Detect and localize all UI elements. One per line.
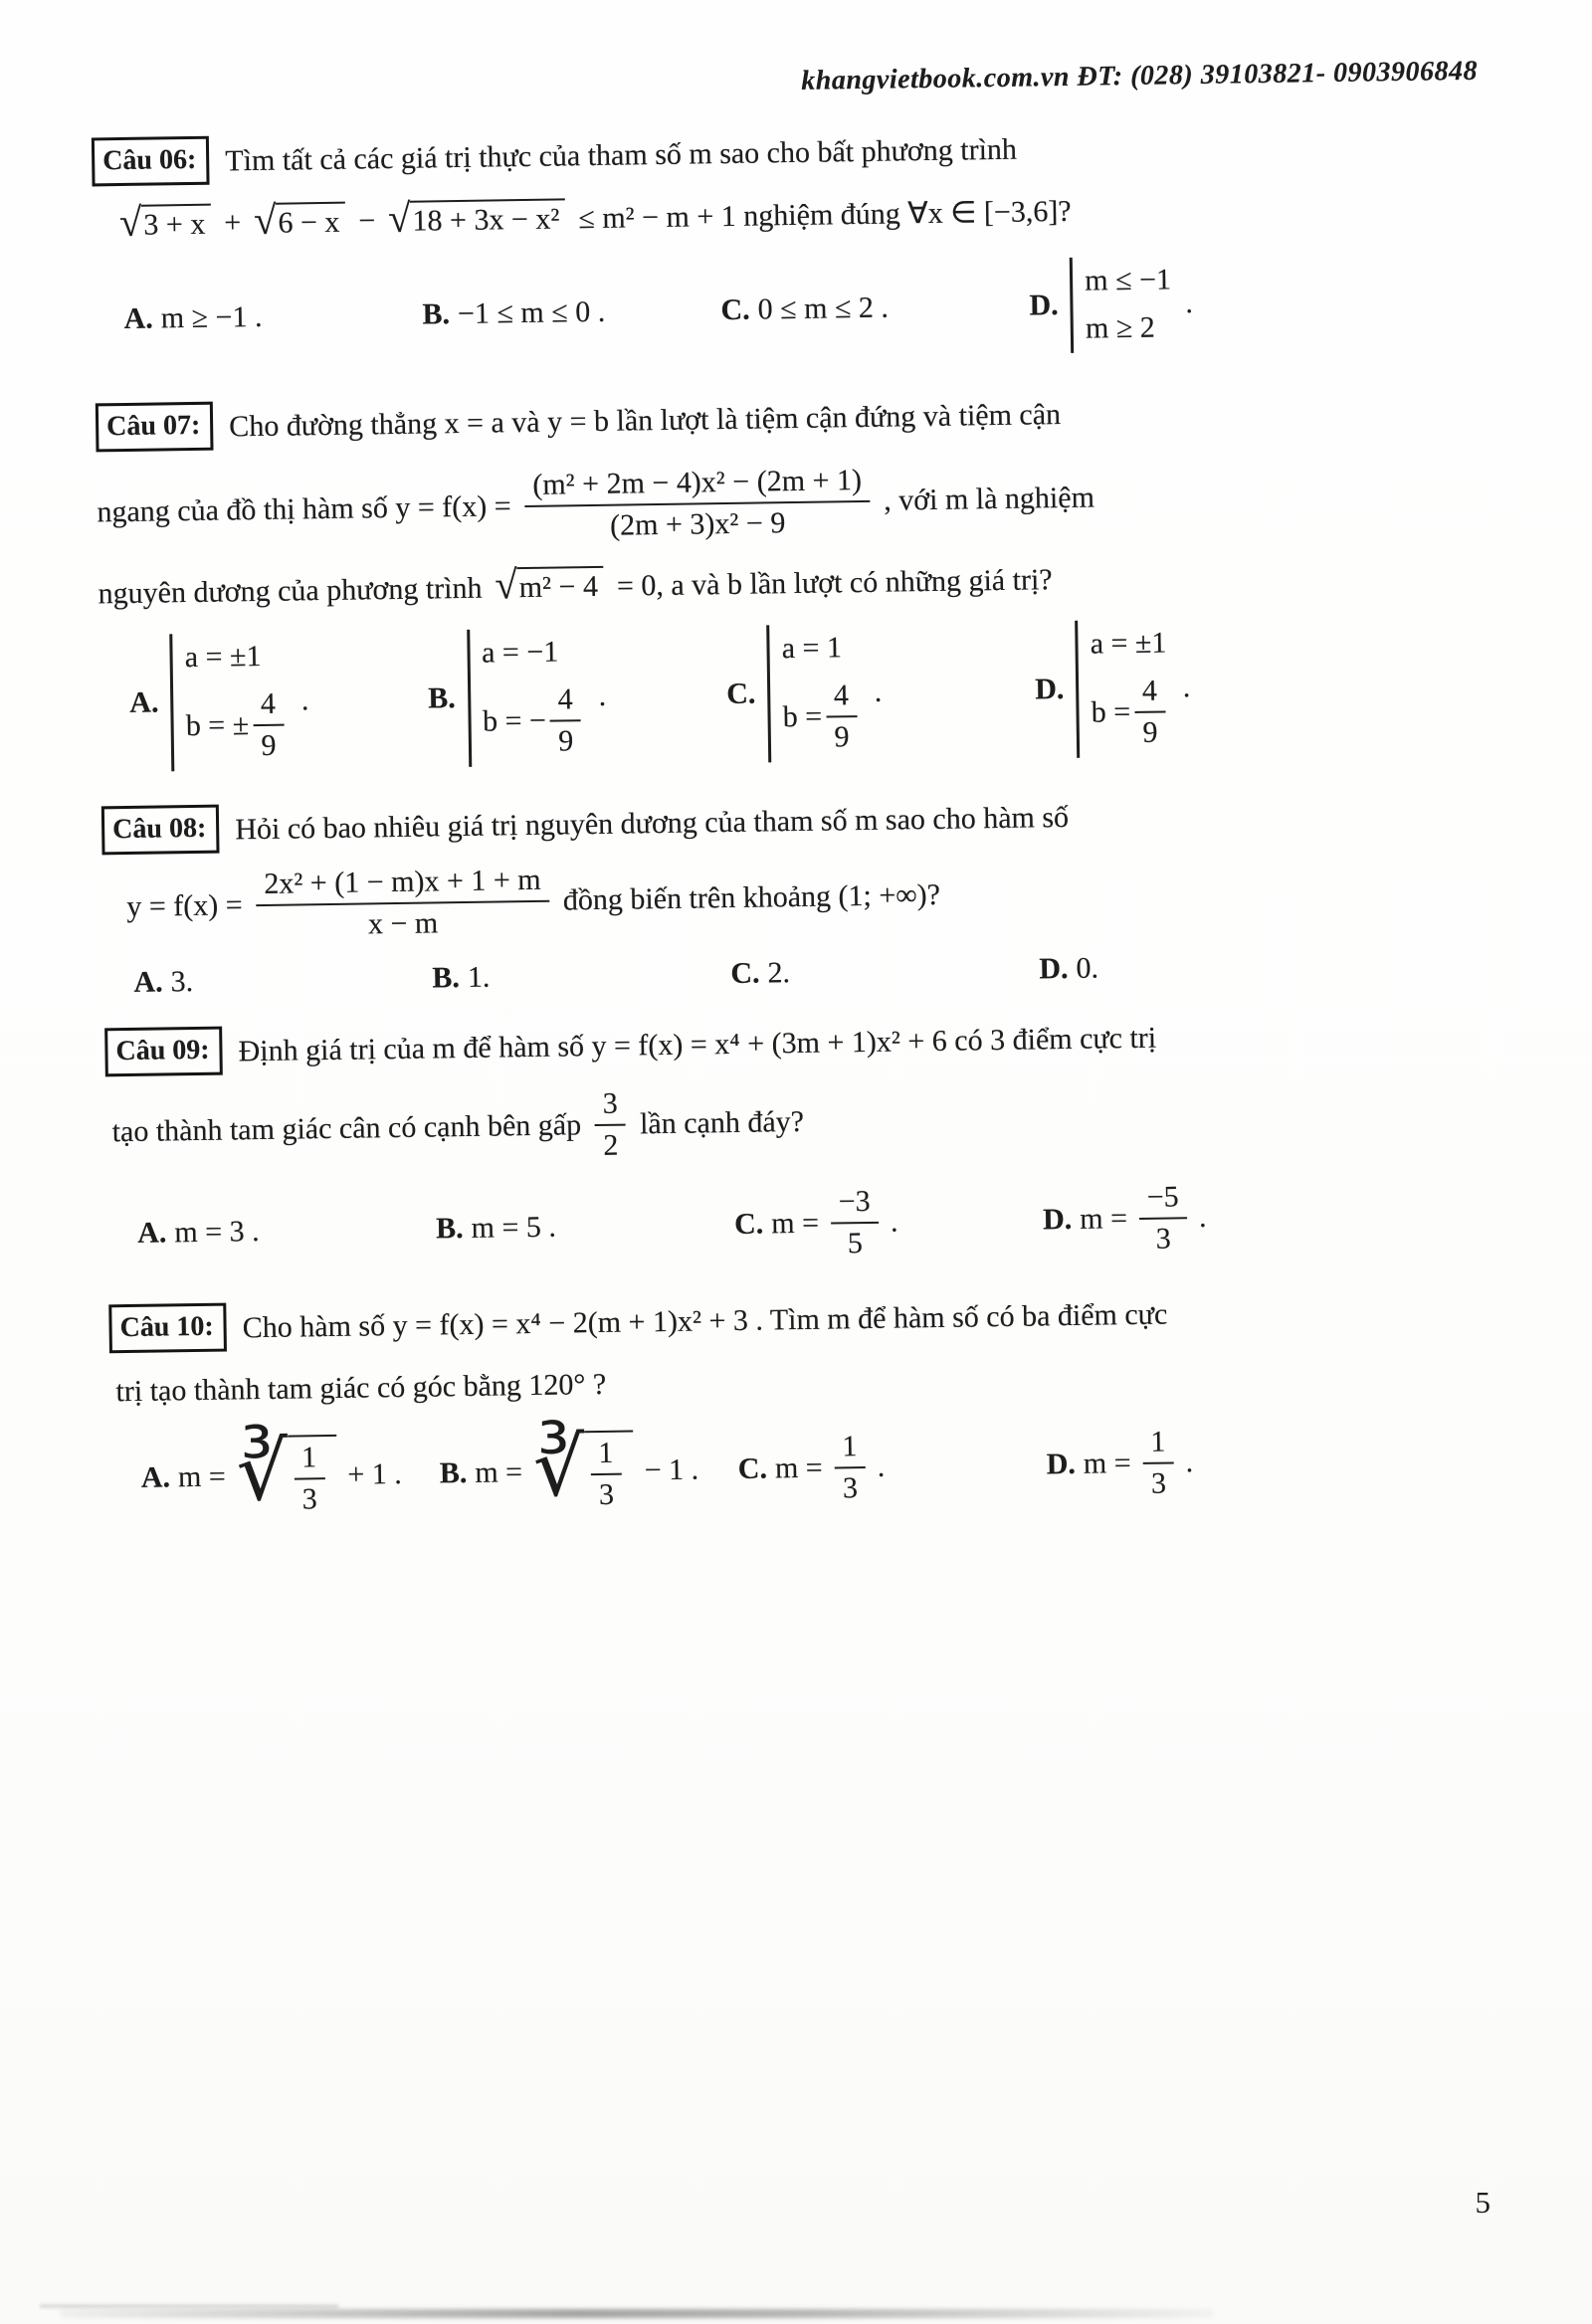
question-09 [104,1008,1500,1272]
fraction: $\frac{-3}{5}$ [830,1183,879,1261]
question-06-label: Câu 06: [92,136,210,187]
question-06 [92,117,1488,368]
question-08-label: Câu 08: [101,804,220,855]
answer-option-a: A. m = ∛ $\frac{1}{3}$ + 1 . [140,1427,403,1518]
answer-option-a: A. a = ±1 b = ± $\frac{4}{9}$ . [128,630,429,771]
question-10 [108,1283,1504,1520]
page-header-contact: khangvietbook.com.vn ĐT: (028) 39103821- 0903906848 [801,55,1479,97]
question-09-line2: tạo thành tam giác cân có cạnh bên gấp $\frac{3}{2}$ lần cạnh đáy? [111,1072,1499,1171]
cube-root-expression [532,1422,634,1513]
question-06-head [92,117,1486,187]
question-10-label: Câu 10: [108,1302,227,1353]
radical-sign: √ [253,197,277,243]
fraction: $\frac{-5}{3}$ [1138,1179,1187,1258]
fraction: $\frac{1}{3}$ [1142,1425,1174,1502]
question-09-text: Định giá trị của m để hàm số y = f(x) = x⁴ + (3m + 1)x² + 6 có 3 điểm cực trị [238,1021,1157,1068]
answer-option-b: B. −1 ≤ m ≤ 0 . [422,294,606,331]
system-brace: a = −1 b = − $\frac{4}{9}$ [467,628,586,767]
answer-option-d: D. 0. [1039,951,1099,986]
question-08-formula: y = f(x) = $\frac{\text{2x² + (1 − m)x + 1 + m}}{x - m}$ đồng biến trên khoảng (1; +∞)? [126,849,1496,946]
system-brace: a = 1 b = $\frac{4}{9}$ [766,624,861,762]
system-brace: a = ±1 b = ± $\frac{4}{9}$ [169,632,288,771]
answer-option-d: D. m = $\frac{-5}{3}$ . [1043,1174,1501,1259]
answer-option-b: B. m = 5 . [435,1210,557,1246]
answer-option-d: D. m = $\frac{1}{3}$ . [1046,1420,1504,1504]
question-08-head [101,785,1495,855]
question-09-head [104,1008,1498,1077]
system-bracket: m ≤ −1 m ≥ 2 [1070,256,1172,352]
answer-option-a: A. m = 3 . [136,1214,260,1250]
question-06-text: Tìm tất cả các giá trị thực của tham số m sao cho bất phương trình [225,132,1018,178]
sqrt-expression: √ m² − 4 [495,566,604,609]
answer-option-d: D. m ≤ −1 m ≥ 2 . [1029,251,1488,353]
fraction: $\frac{\text{(m² + 2m − 4)x² − (2m + 1)}}{\text{(2m + 3)x² − 9}}$ [524,463,871,545]
cube-root-expression [236,1427,337,1518]
answer-option-c: C. m = $\frac{1}{3}$ . [737,1426,1047,1508]
question-07-formula: ngang của đồ thị hàm số y = f(x) = $\frac{\text{(m² + 2m − 4)x² − (2m + 1)}}{\text{(2m + 3)x² − 9}}$ , với m là nghiệm [97,454,1491,552]
question-08 [101,785,1497,1000]
question-07-label: Câu 07: [96,401,214,452]
sqrt-expression: √ 6 − x [254,201,346,244]
fraction: $\frac{4}{9}$ [826,678,858,755]
radical-sign: √ [118,199,142,245]
question-10-answers [140,1417,1504,1519]
page-number: 5 [1475,2185,1491,2220]
question-08-text: Hỏi có bao nhiêu giá trị nguyên dương của tham số m sao cho hàm số [235,800,1070,846]
question-07-answers [128,614,1493,771]
system-brace: a = ±1 b = $\frac{4}{9}$ [1075,619,1169,757]
answer-option-c: C. a = 1 b = $\frac{4}{9}$ . [725,621,1036,763]
question-10-head [108,1283,1502,1353]
question-07-line3: nguyên dương của phương trình √ m² − 4 = 0, a và b lần lượt có những giá trị? [98,562,1053,611]
answer-option-c: C. m = $\frac{-3}{5}$ . [734,1181,1044,1263]
radical-sign: √ [495,562,517,608]
answer-option-b: B. 1. [432,960,491,995]
sqrt-expression: √ 3 + x [119,203,212,246]
question-07-text: Cho đường thẳng x = a và y = b lần lượt là tiệm cận đứng và tiệm cận [229,397,1062,444]
question-10-text: Cho hàm số y = f(x) = x⁴ − 2(m + 1)x² + 3 . Tìm m để hàm số có ba điểm cực [242,1297,1168,1344]
sqrt-expression: √ 18 + 3x − x² [388,198,566,242]
answer-option-a: A. 3. [133,965,194,999]
radical-sign: √ [387,195,411,241]
fraction: $\frac{1}{3}$ [834,1429,866,1506]
fraction: $\frac{1}{3}$ [294,1440,325,1517]
question-09-answers [137,1174,1501,1271]
answer-option-c: C. 2. [730,956,791,991]
fraction: $\frac{3}{2}$ [595,1085,627,1163]
question-08-answers [133,946,1496,1000]
question-06-answers [123,251,1488,366]
question-06-formula: √ 3 + x + √ 6 − x − √ 18 + 3x − x² ≤ m² − m + 1 nghiệm đúng ∀x ∈ [−3,6]? [118,194,1072,245]
answer-option-a: A. m ≥ −1 . [123,299,263,335]
scan-shadow-edge-left [40,2304,338,2308]
question-07 [96,382,1493,772]
fraction: $\frac{4}{9}$ [253,685,285,763]
question-07-head [96,382,1490,452]
answer-option-b: B. a = −1 b = − $\frac{4}{9}$ . [427,626,727,767]
question-09-label: Câu 09: [104,1027,223,1077]
scan-shadow-edge [60,2309,1214,2318]
answer-option-d: D. a = ±1 b = $\frac{4}{9}$ . [1034,614,1493,758]
fraction: $\frac{4}{9}$ [549,681,581,759]
cube-radical-sign: ∛ [532,1422,586,1513]
question-10-line2: trị tạo thành tam giác có góc bằng 120° ? [115,1368,607,1409]
fraction: $\frac{1}{3}$ [590,1435,622,1512]
answer-option-b: B. m = ∛ $\frac{1}{3}$ − 1 . [439,1422,699,1513]
cube-radical-sign: ∛ [236,1427,289,1518]
fraction: $\frac{4}{9}$ [1134,673,1166,750]
answer-option-c: C. 0 ≤ m ≤ 2 . [720,290,890,326]
fraction: $\frac{\text{2x² + (1 − m)x + 1 + m}}{x - m}$ [256,863,549,944]
